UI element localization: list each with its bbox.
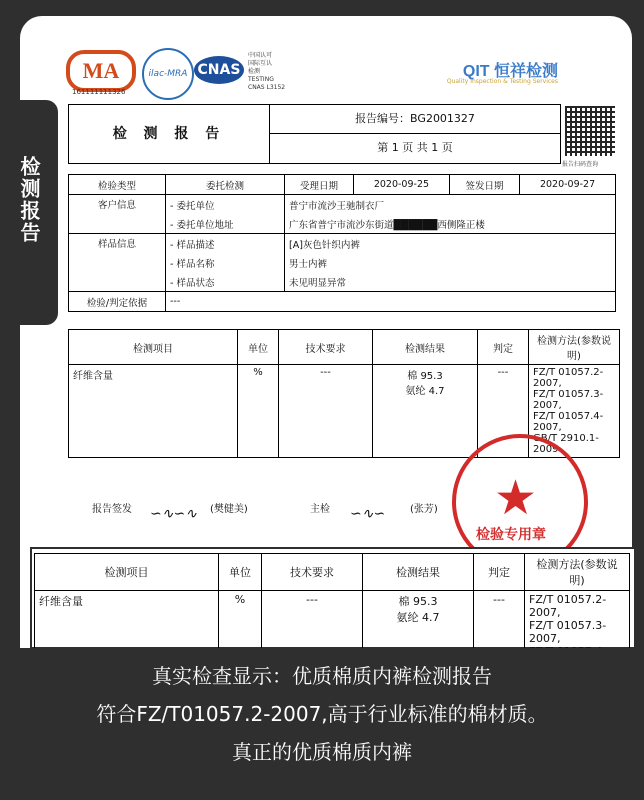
banner-line-1: 真实检查显示：优质棉质内裤检测报告: [152, 664, 492, 688]
star-icon: ★: [494, 470, 538, 526]
zoomed-result-table: 检测项目 单位 技术要求 检测结果 判定 检测方法(参数说明) 纤维含量 % --- 棉 95.3 氨纶 4.7 --- FZ/T 01057.2-2007, FZ/T 01057.3-2007,: [34, 553, 630, 700]
ilac-mra-logo: ilac-MRA: [142, 48, 194, 100]
result-table: 检测项目 单位 技术要求 检测结果 判定 检测方法(参数说明) 纤维含量 % --- 棉 95.3 氨纶 4.7 --- FZ/T 01057.2-2007, FZ/T 01057.3-2007, FZ/T 01057.4-2007, GB/T 2910.1-2009: [68, 329, 620, 458]
banner-line-3: 真正的优质棉质内裤: [232, 740, 412, 764]
reviewer-name: (张芳): [410, 504, 438, 515]
qr-caption: 报告扫码查询: [562, 161, 599, 168]
issuer-label: 报告签发: [92, 504, 132, 515]
report-header-box: [68, 104, 561, 164]
logo-row: [66, 44, 606, 104]
side-tab-label: 检测报告: [17, 156, 41, 244]
cnas-logo: CNAS: [194, 56, 244, 84]
cma-number: 161111111326: [72, 88, 126, 96]
qit-subtitle: Quality Inspection & Testing Services: [446, 78, 558, 85]
reviewer-signature: ∽∿∽: [350, 506, 386, 522]
page-indicator: 第 1 页 共 1 页: [377, 141, 453, 154]
cma-logo: MA: [66, 50, 136, 92]
qit-logo: QIT 恒祥检测: [462, 63, 558, 80]
issuer-name: (樊健美): [210, 504, 248, 515]
report-number: 报告编号：BG2001327: [270, 105, 560, 134]
info-table: 检验类型 委托检测 受理日期 2020-09-25 签发日期 2020-09-27 客户信息 - 委托单位 普宁市流沙王驰制衣厂 - 委托单位地址 广东省普宁市流沙东街道██████西侧隆正楼 样品信息 - 样品描述 [A]灰色针织内裤 - 样品名称 男士内裤 - 样品状态 未见明显异常 检验/判定依据 ---: [68, 174, 616, 312]
caption-banner: [0, 648, 644, 800]
reviewer-label: 主检: [310, 504, 330, 515]
qr-code[interactable]: [565, 106, 615, 156]
stamp-bottom-text: 检验专用章: [476, 527, 546, 543]
cnas-info: 中国认可 国际互认 检测 TESTING CNAS L3152: [248, 52, 286, 91]
issuer-signature: ∽∿∽∿: [150, 506, 197, 522]
report-title: 检 测 报 告: [69, 105, 270, 163]
banner-line-2: 符合FZ/T01057.2-2007,高于行业标准的棉材质。: [96, 702, 548, 726]
side-tab: [2, 100, 58, 325]
